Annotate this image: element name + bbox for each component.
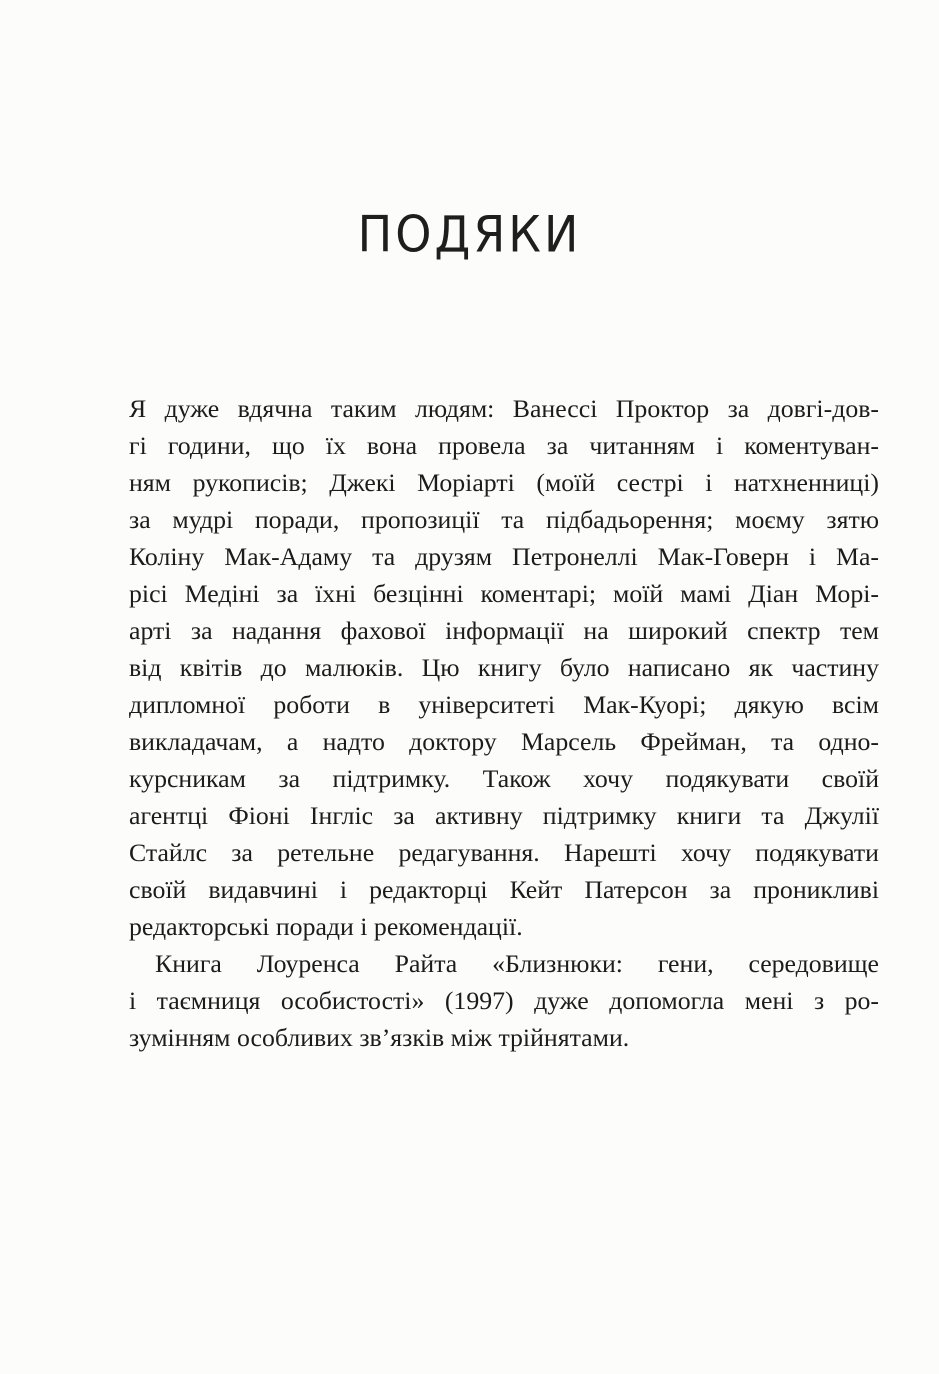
text-line: Коліну Мак-Адаму та друзям Петронеллі Мак-Говерн і Ма-: [129, 542, 879, 571]
text-line: гі години, що їх вона провела за читанням і коментуван-: [129, 431, 879, 460]
text-line: редакторські поради і рекомендації.: [129, 912, 523, 941]
acknowledgements-text: [129, 390, 879, 1056]
text-line: курсникам за підтримку. Також хочу подякувати своїй: [129, 764, 879, 793]
text-line: Книга Лоуренса Райта «Близнюки: гени, середовище: [155, 949, 879, 978]
text-line: зумінням особливих зв’язків між трійнятами.: [129, 1023, 630, 1052]
paragraph-1: [129, 390, 879, 945]
text-line: і таємниця особистості» (1997) дуже допомогла мені з ро-: [129, 986, 879, 1015]
paragraph-2: [129, 945, 879, 1056]
text-line: дипломної роботи в університеті Мак-Куорі; дякую всім: [129, 690, 879, 719]
text-line: арті за надання фахової інформації на широкий спектр тем: [129, 616, 879, 645]
text-line: Я дуже вдячна таким людям: Ванессі Проктор за довгі-дов-: [129, 394, 879, 423]
text-line: Стайлс за ретельне редагування. Нарешті хочу подякувати: [129, 838, 879, 867]
text-line: рісі Медіні за їхні безцінні коментарі; моїй мамі Діан Морі-: [129, 579, 879, 608]
text-line: викладачам, а надто доктору Марсель Фрейман, та одно-: [129, 727, 879, 756]
text-line: агентці Фіоні Інгліс за активну підтримку книги та Джулії: [129, 801, 879, 830]
text-line: ням рукописів; Джекі Моріарті (моїй сестрі і натхненниці): [129, 468, 879, 497]
text-line: від квітів до малюків. Цю книгу було написано як частину: [129, 653, 879, 682]
text-line: своїй видавчині і редакторці Кейт Патерсон за проникливі: [129, 875, 879, 904]
text-line: за мудрі поради, пропозиції та підбадьорення; моєму зятю: [129, 505, 879, 534]
page-title: ПОДЯКИ: [357, 204, 582, 264]
